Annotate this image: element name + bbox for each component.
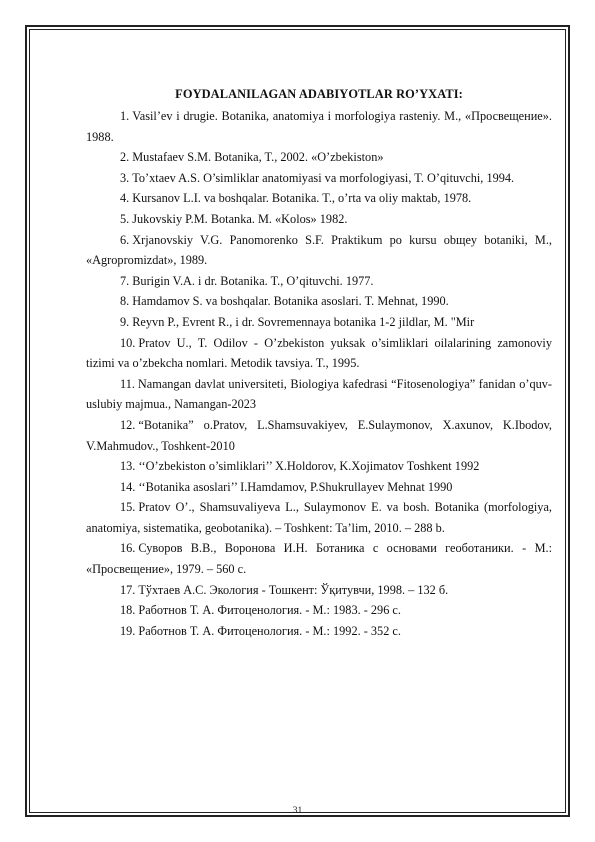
reference-number: 11. <box>120 376 135 391</box>
reference-number: 10. <box>120 335 136 350</box>
reference-text: Суворов В.В., Воронова И.Н. Ботаника с основами геоботаники. - М.: «Просвещение», 1979. – 560 с. <box>86 541 552 577</box>
reference-number: 3. <box>120 170 130 185</box>
reference-number: 19. <box>120 623 136 638</box>
reference-item <box>86 271 552 292</box>
reference-item <box>86 621 552 642</box>
reference-number: 1. <box>120 109 130 123</box>
reference-number: 12. <box>120 417 136 432</box>
reference-item <box>86 147 552 168</box>
document-body <box>86 84 552 641</box>
reference-number: 5. <box>120 211 130 226</box>
reference-text: Mustafaev S.M. Botanika, T., 2002. «O’zbekiston» <box>132 150 384 165</box>
reference-item <box>86 333 552 374</box>
reference-item <box>86 415 552 456</box>
reference-text: Тўхтаев А.С. Экология - Тошкент: Ўқитувчи, 1998. – 132 б. <box>138 582 449 597</box>
reference-number: 4. <box>120 191 130 206</box>
reference-number: 16. <box>120 541 136 556</box>
reference-text: ‘‘Botanika asoslari’’ I.Hamdamov, P.Shukrullayev Mehnat 1990 <box>138 479 453 494</box>
reference-list <box>86 106 552 641</box>
reference-text: Namangan davlat universiteti, Biologiya kafedrasi “Fitosenologiya” fanidan o’quv-uslubiy majmua., Namangan-2023 <box>86 376 552 412</box>
reference-item <box>86 497 552 538</box>
reference-number: 9. <box>120 314 130 329</box>
reference-text: Jukovskiy P.M. Botanka. M. «Kolos» 1982. <box>132 211 348 226</box>
reference-item <box>86 230 552 271</box>
page-title: FOYDALANILAGAN ADABIYOTLAR RO’YXATI: <box>175 87 463 101</box>
reference-item <box>86 188 552 209</box>
reference-text: Kursanov L.I. va boshqalar. Botanika. T., o’rta va oliy maktab, 1978. <box>132 191 472 206</box>
reference-text: Xrjanovskiy V.G. Panomorenko S.F. Praktikum po kursu obщey botaniki, M., «Agropromizdat», 1989. <box>86 232 552 268</box>
reference-text: Reyvn P., Evrent R., i dr. Sovremennaya botanika 1-2 jildlar, M. "Mir <box>132 314 475 329</box>
reference-number: 6. <box>120 232 130 247</box>
reference-item <box>86 374 552 415</box>
reference-number: 8. <box>120 294 130 309</box>
reference-item <box>86 600 552 621</box>
reference-text: “Botanika” o.Pratov, L.Shamsuvakiyev, E.Sulaymonov, X.axunov, K.Ibodov, V.Mahmudov., Toshkent-2010 <box>86 417 552 453</box>
reference-text: To’xtaev A.S. O’simliklar anatomiyasi va morfologiyasi, T. O’qituvchi, 1994. <box>132 170 515 185</box>
reference-text: Hamdamov S. va boshqalar. Botanika asoslari. T. Mehnat, 1990. <box>132 294 449 309</box>
reference-number: 15. <box>120 500 136 515</box>
reference-text: Burigin V.A. i dr. Botanika. T., O’qituvchi. 1977. <box>132 273 374 288</box>
reference-item <box>86 477 552 498</box>
reference-number: 18. <box>120 603 136 618</box>
reference-item <box>86 168 552 189</box>
reference-text: Pratov U., T. Odilov - O’zbekiston yuksak o’simliklari oilalarining zamonoviy tizimi va o’zbekcha nomlari. Metodik tavsiya. T., 1995. <box>86 335 552 371</box>
reference-item <box>86 538 552 579</box>
reference-item <box>86 312 552 333</box>
reference-number: 2. <box>120 150 130 165</box>
reference-text: Vasil’ev i drugie. Botanika, anatomiya i morfologiya rasteniy. M., «Просвещение». 1988. <box>86 109 552 144</box>
reference-number: 17. <box>120 582 136 597</box>
reference-text: Работнов Т. А. Фитоценология. - М.: 1983. - 296 с. <box>138 603 401 618</box>
reference-item <box>86 209 552 230</box>
reference-number: 14. <box>120 479 136 494</box>
reference-text: Работнов Т. А. Фитоценология. - М.: 1992. - 352 с. <box>138 623 401 638</box>
reference-item <box>86 580 552 601</box>
reference-number: 13. <box>120 459 136 474</box>
reference-item <box>86 291 552 312</box>
reference-text: ‘‘O’zbekiston o’simliklari’’ X.Holdorov, K.Xojimatov Toshkent 1992 <box>138 459 480 474</box>
reference-item <box>86 106 552 147</box>
reference-item <box>86 456 552 477</box>
reference-text: Pratov O’., Shamsuvaliyeva L., Sulaymonov E. va bosh. Botanika (morfologiya, anatomiya, sistematika, geobotanika). – Toshkent: Ta’lim, 2010. – 288 b. <box>86 500 552 535</box>
page-number: 31 <box>292 806 303 816</box>
reference-number: 7. <box>120 273 130 288</box>
